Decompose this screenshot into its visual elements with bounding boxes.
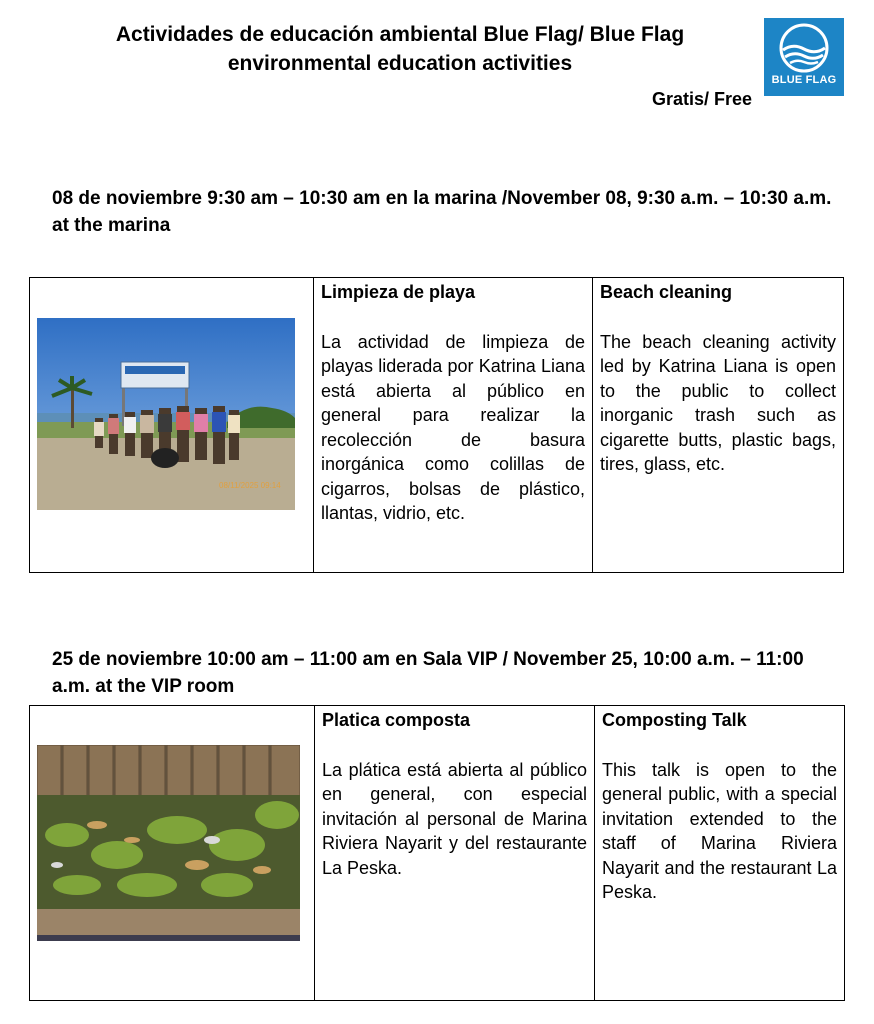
event-2-english-title: Composting Talk — [602, 710, 747, 730]
event-1-photo-cell — [30, 278, 314, 573]
free-label: Gratis/ Free — [651, 89, 752, 109]
event-1-english-description: The beach cleaning activity led by Katrina Liana is open to the public to collect inorganic trash such as cigarette butts, plastic bags, tires, glass, etc. — [600, 331, 836, 474]
photo-timestamp: 08/11/2025 09:14 — [219, 481, 281, 490]
event-1-spanish-cell — [314, 278, 593, 573]
wave-circle-icon — [764, 18, 844, 74]
event-2-spanish-title: Platica composta — [322, 710, 471, 730]
compost-photo — [37, 745, 300, 941]
beach-cleaning-photo — [37, 318, 295, 510]
title-line-1: Actividades de educación ambiental Blue Flag/ Blue Flag — [115, 23, 685, 46]
event-1-english-title: Beach cleaning — [600, 282, 733, 302]
event-1-spanish-description: La actividad de limpieza de playas liderada por Katrina Liana está abierta al público en general para realizar la recolección de basura inorgánica como colillas de cigarros, bolsas de plástico, llantas, vidrio, etc. — [321, 331, 585, 523]
document-title — [60, 20, 740, 78]
event-1-date: 08 de noviembre 9:30 am – 10:30 am en la marina /November 08, 9:30 a.m. – 10:30 a.m. at the marina — [52, 188, 832, 236]
event-2-english-cell — [595, 706, 845, 1001]
event-1-spanish-title: Limpieza de playa — [321, 282, 476, 302]
event-1-table — [29, 277, 844, 573]
event-2-spanish-cell — [315, 706, 595, 1001]
event-2-photo-cell — [30, 706, 315, 1001]
event-2-table — [29, 705, 845, 1001]
event-1-english-cell — [593, 278, 844, 573]
event-2-date: 25 de noviembre 10:00 am – 11:00 am en Sala VIP / November 25, 10:00 a.m. – 11:00 a.m. at the VIP room — [52, 649, 804, 697]
blue-flag-logo — [764, 18, 844, 96]
event-2-english-description: This talk is open to the general public, with a special invitation extended to the staff of Marina Riviera Nayarit and the restaurant La Peska. — [602, 759, 837, 902]
logo-text: BLUE FLAG — [771, 74, 837, 86]
title-line-2: environmental education activities — [227, 52, 573, 75]
event-2-spanish-description: La plática está abierta al público en general, con especial invitación al personal de Marina Riviera Nayarit y del restaurante La Peska. — [322, 759, 587, 878]
